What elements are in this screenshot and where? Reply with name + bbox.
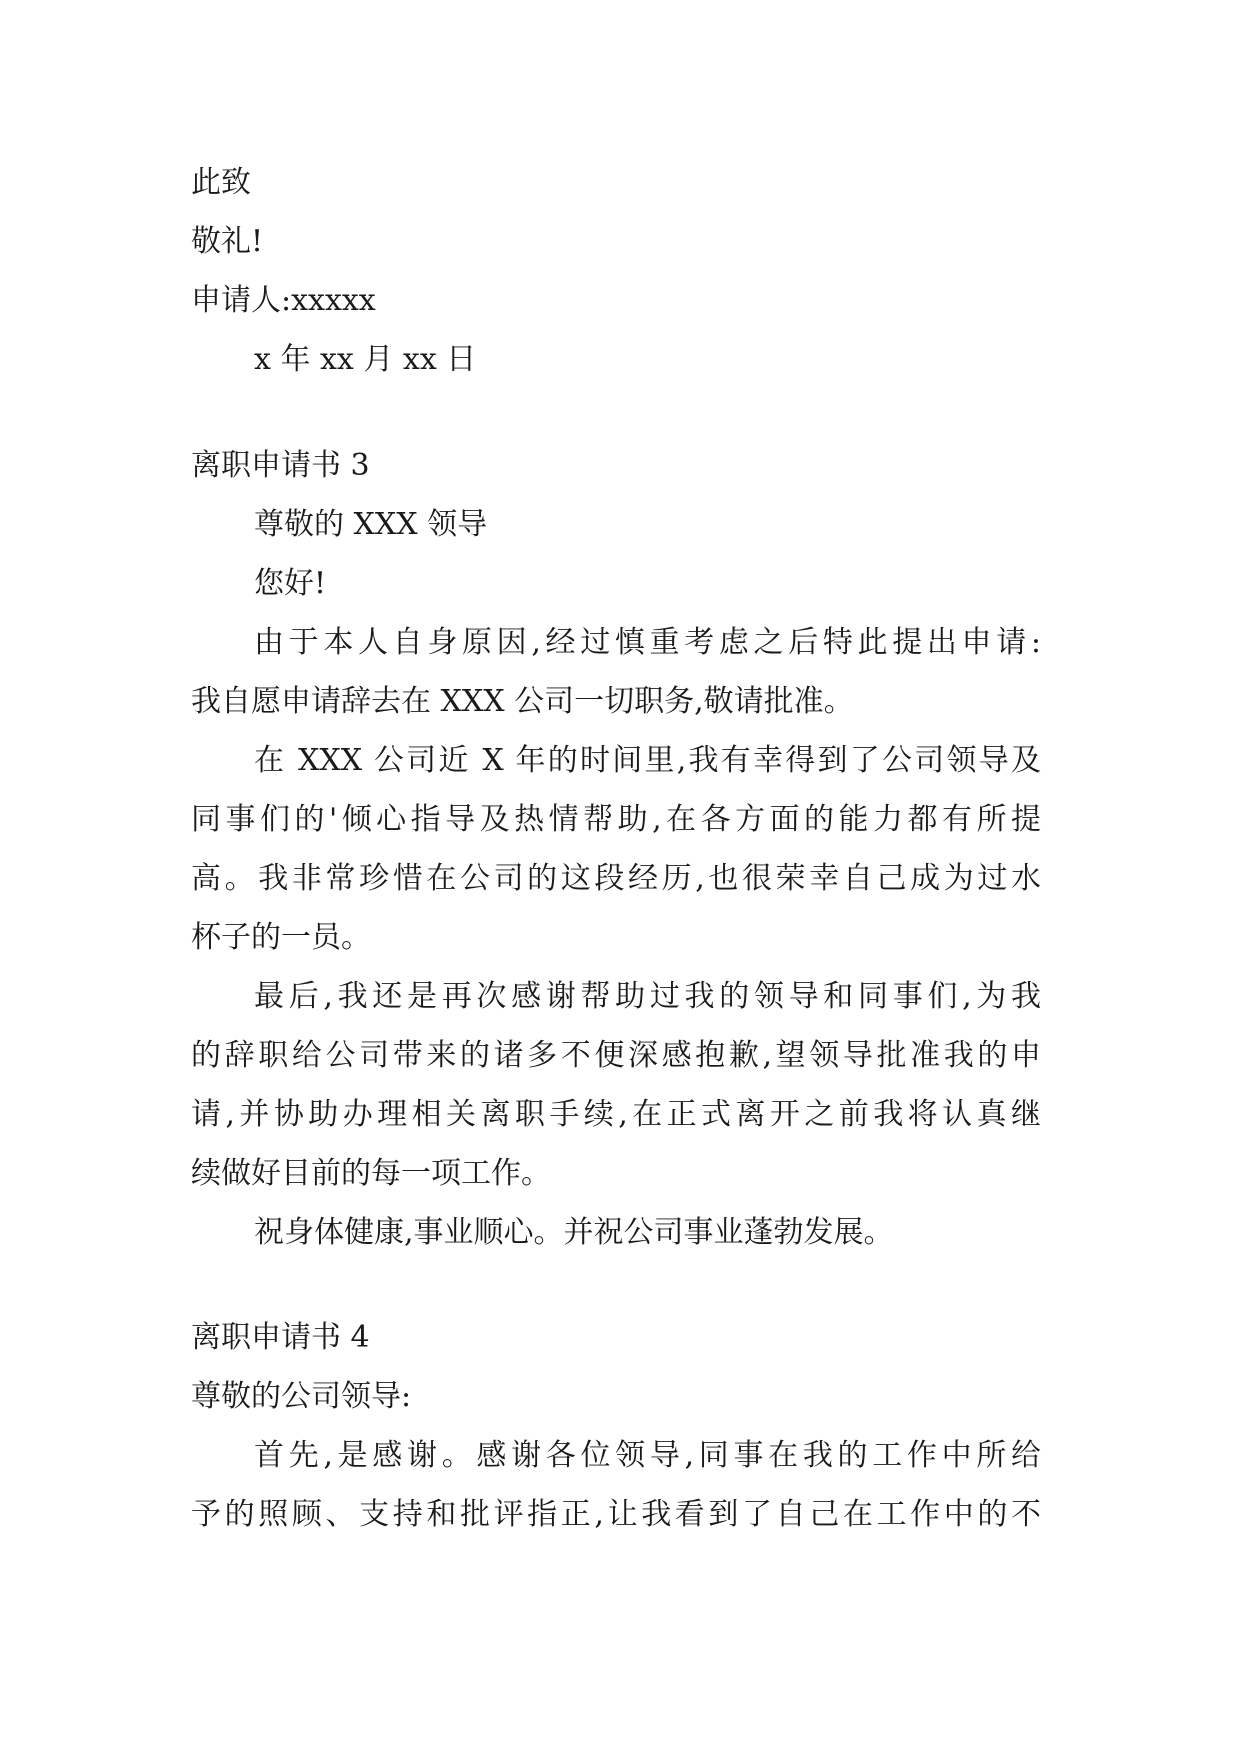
signature-date: x 年 xx 月 xx 日 xyxy=(254,342,477,377)
letter-3-line: 杯子的一员。 xyxy=(191,920,371,955)
letter-3-line: 请,并协助办理相关离职手续,在正式离开之前我将认真继 xyxy=(191,1097,1041,1132)
letter-3-line: 的辞职给公司带来的诸多不便深感抱歉,望领导批准我的申 xyxy=(191,1038,1041,1073)
letter-4-line: 首先,是感谢。感谢各位领导,同事在我的工作中所给 xyxy=(254,1438,1041,1473)
letter-3-line: 续做好目前的每一项工作。 xyxy=(191,1156,551,1191)
letter-3-line: 我自愿申请辞去在 XXX 公司一切职务,敬请批准。 xyxy=(191,684,854,719)
letter-4-heading: 离职申请书 4 xyxy=(191,1320,370,1355)
letter-3-line: 同事们的'倾心指导及热情帮助,在各方面的能力都有所提 xyxy=(191,802,1041,837)
letter-3-line: 高。我非常珍惜在公司的这段经历,也很荣幸自己成为过水 xyxy=(191,861,1041,896)
letter-3-hello: 您好! xyxy=(254,566,327,601)
letter-3-line: 由于本人自身原因,经过慎重考虑之后特此提出申请: xyxy=(254,625,1041,660)
applicant-signature: 申请人:xxxxx xyxy=(191,283,376,318)
letter-4-line: 予的照顾、支持和批评指正,让我看到了自己在工作中的不 xyxy=(191,1497,1041,1532)
letter-3-heading: 离职申请书 3 xyxy=(191,448,370,483)
letter-3-greeting: 尊敬的 XXX 领导 xyxy=(254,507,488,542)
letter-3-line: 最后,我还是再次感谢帮助过我的领导和同事们,为我 xyxy=(254,979,1041,1014)
letter-3-line: 祝身体健康,事业顺心。并祝公司事业蓬勃发展。 xyxy=(254,1215,894,1250)
closing-salutation: 此致 xyxy=(191,165,251,200)
letter-3-line: 在 XXX 公司近 X 年的时间里,我有幸得到了公司领导及 xyxy=(254,743,1041,778)
letter-4-greeting: 尊敬的公司领导: xyxy=(191,1379,412,1414)
closing-regards: 敬礼! xyxy=(191,224,264,259)
